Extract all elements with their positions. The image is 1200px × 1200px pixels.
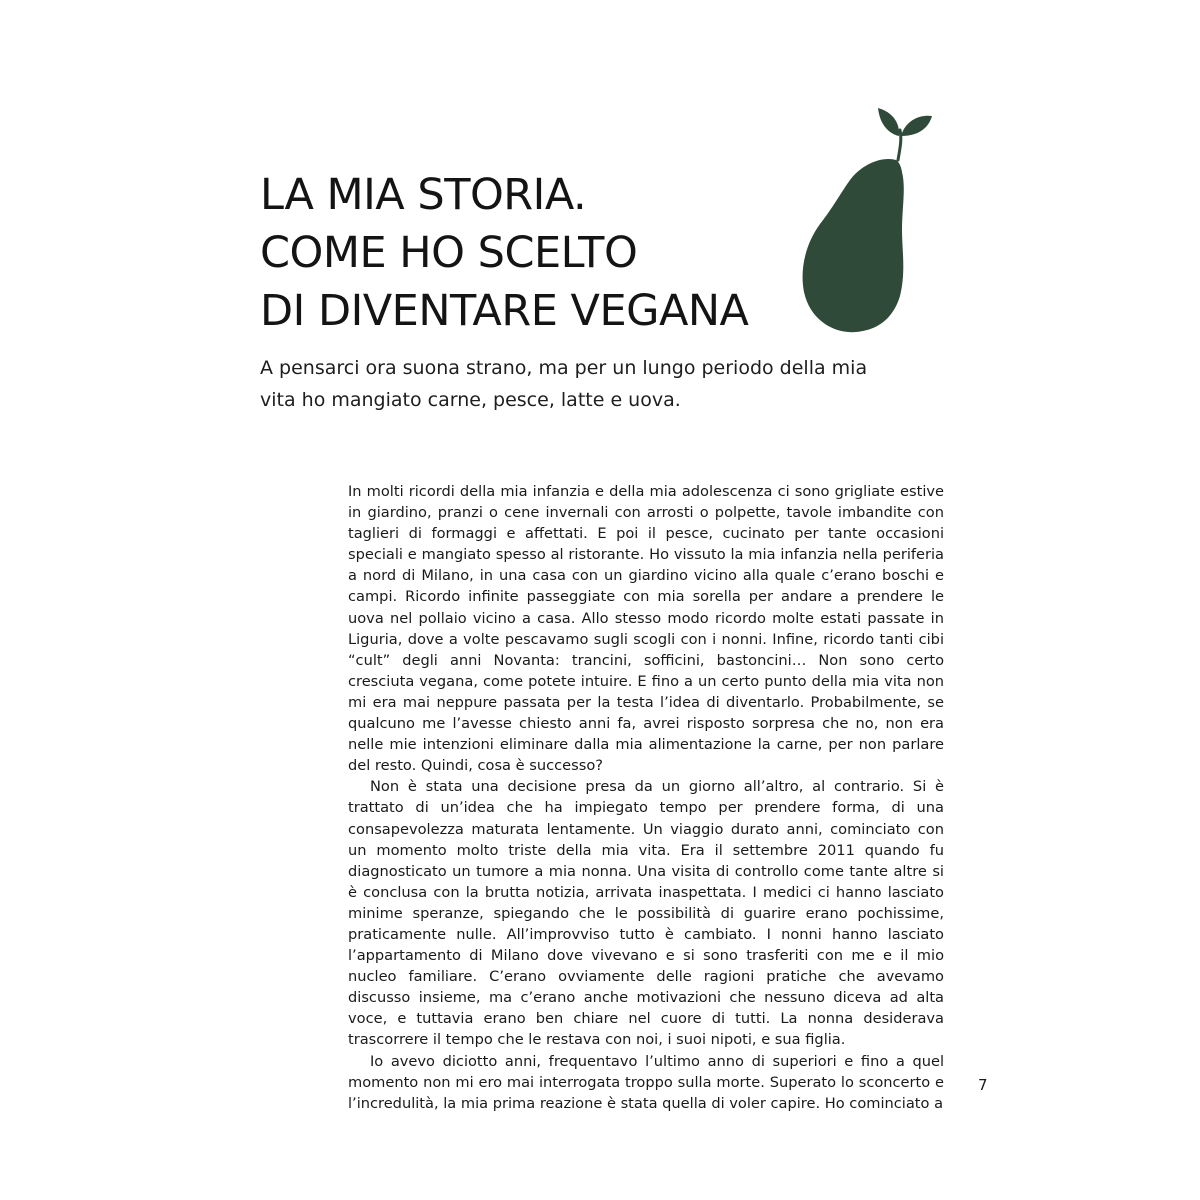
sprout-leaf-left	[878, 108, 899, 136]
body-paragraph-2: Non è stata una decisione presa da un giorno all’altro, al contrario. Si è trattato di un’idea che ha impiegato tempo per prendere forma, di una consapevolezza maturata lentamente. Un viaggio durato anni, cominciato con un momento molto triste della mia vita. Era il settembre 2011 quando fu diagnosticato un tumore a mia nonna. Una visita di controllo come tante altre si è conclusa con la brutta notizia, arrivata inaspettata. I medici ci hanno lasciato minime speranze, spiegando che le possibilità di guarire erano pochissime, praticamente nulle. All’improvviso tutto è cambiato. I nonni hanno lasciato l’appartamento di Milano dove vivevano e si sono trasferiti con me e il mio nucleo familiare. C’erano ovviamente delle ragioni pratiche che avevamo discusso insieme, ma c’erano anche motivazioni che nessuno diceva ad alta voce, e tuttavia erano ben chiare nel cuore di tutti. La nonna desiderava trascorrere il tempo che le restava con noi, i suoi nipoti, e sua figlia.	[348, 778, 944, 1049]
chapter-title-line-2: COME HO SCELTO	[260, 228, 638, 278]
chapter-title-line-3: DI DIVENTARE VEGANA	[260, 286, 749, 336]
avocado-fruit	[803, 159, 904, 332]
chapter-title	[260, 166, 820, 340]
chapter-lead	[260, 352, 880, 416]
page-number: 7	[978, 1076, 988, 1094]
chapter-lead-line-2: vita ho mangiato carne, pesce, latte e uova.	[260, 389, 681, 411]
sprout-leaf-right	[901, 116, 932, 136]
avocado-with-sprout-icon	[790, 96, 970, 336]
body-paragraph-1: In molti ricordi della mia infanzia e della mia adolescenza ci sono grigliate estive in giardino, pranzi o cene invernali con arrosti o polpette, tavole imbandite con taglieri di formaggi e affettati. E poi il pesce, cucinato per tante occasioni speciali e mangiato spesso al ristorante. Ho vissuto la mia infanzia nella periferia a nord di Milano, in una casa con un giardino vicino alla quale c’erano boschi e campi. Ricordo infinite passeggiate con mia sorella per andare a prendere le uova nel pollaio vicino a casa. Allo stesso modo ricordo molte estati passate in Liguria, dove a volte pescavamo sugli scogli con i nonni. Infine, ricordo tanti cibi “cult” degli anni Novanta: trancini, sofficini, bastoncini… Non sono certo cresciuta vegana, come potete intuire. E fino a un certo punto della mia vita non mi era mai neppure passata per la testa l’idea di diventarlo. Probabilmente, se qualcuno me l’avesse chiesto anni fa, avrei risposto sorpresa che no, non era nelle mie intenzioni eliminare dalla mia alimentazione la carne, per non parlare del resto. Quindi, cosa è successo?	[348, 483, 944, 775]
chapter-body-text	[348, 481, 944, 1114]
chapter-lead-line-1: A pensarci ora suona strano, ma per un lungo periodo della mia	[260, 357, 868, 379]
chapter-title-line-1: LA MIA STORIA.	[260, 170, 587, 220]
body-paragraph-3: Io avevo diciotto anni, frequentavo l’ultimo anno di superiori e fino a quel momento non mi ero mai interrogata troppo sulla morte. Superato lo sconcerto e l’incredulità, la mia prima reazione è stata quella di voler capire. Ho cominciato a	[348, 1052, 944, 1112]
